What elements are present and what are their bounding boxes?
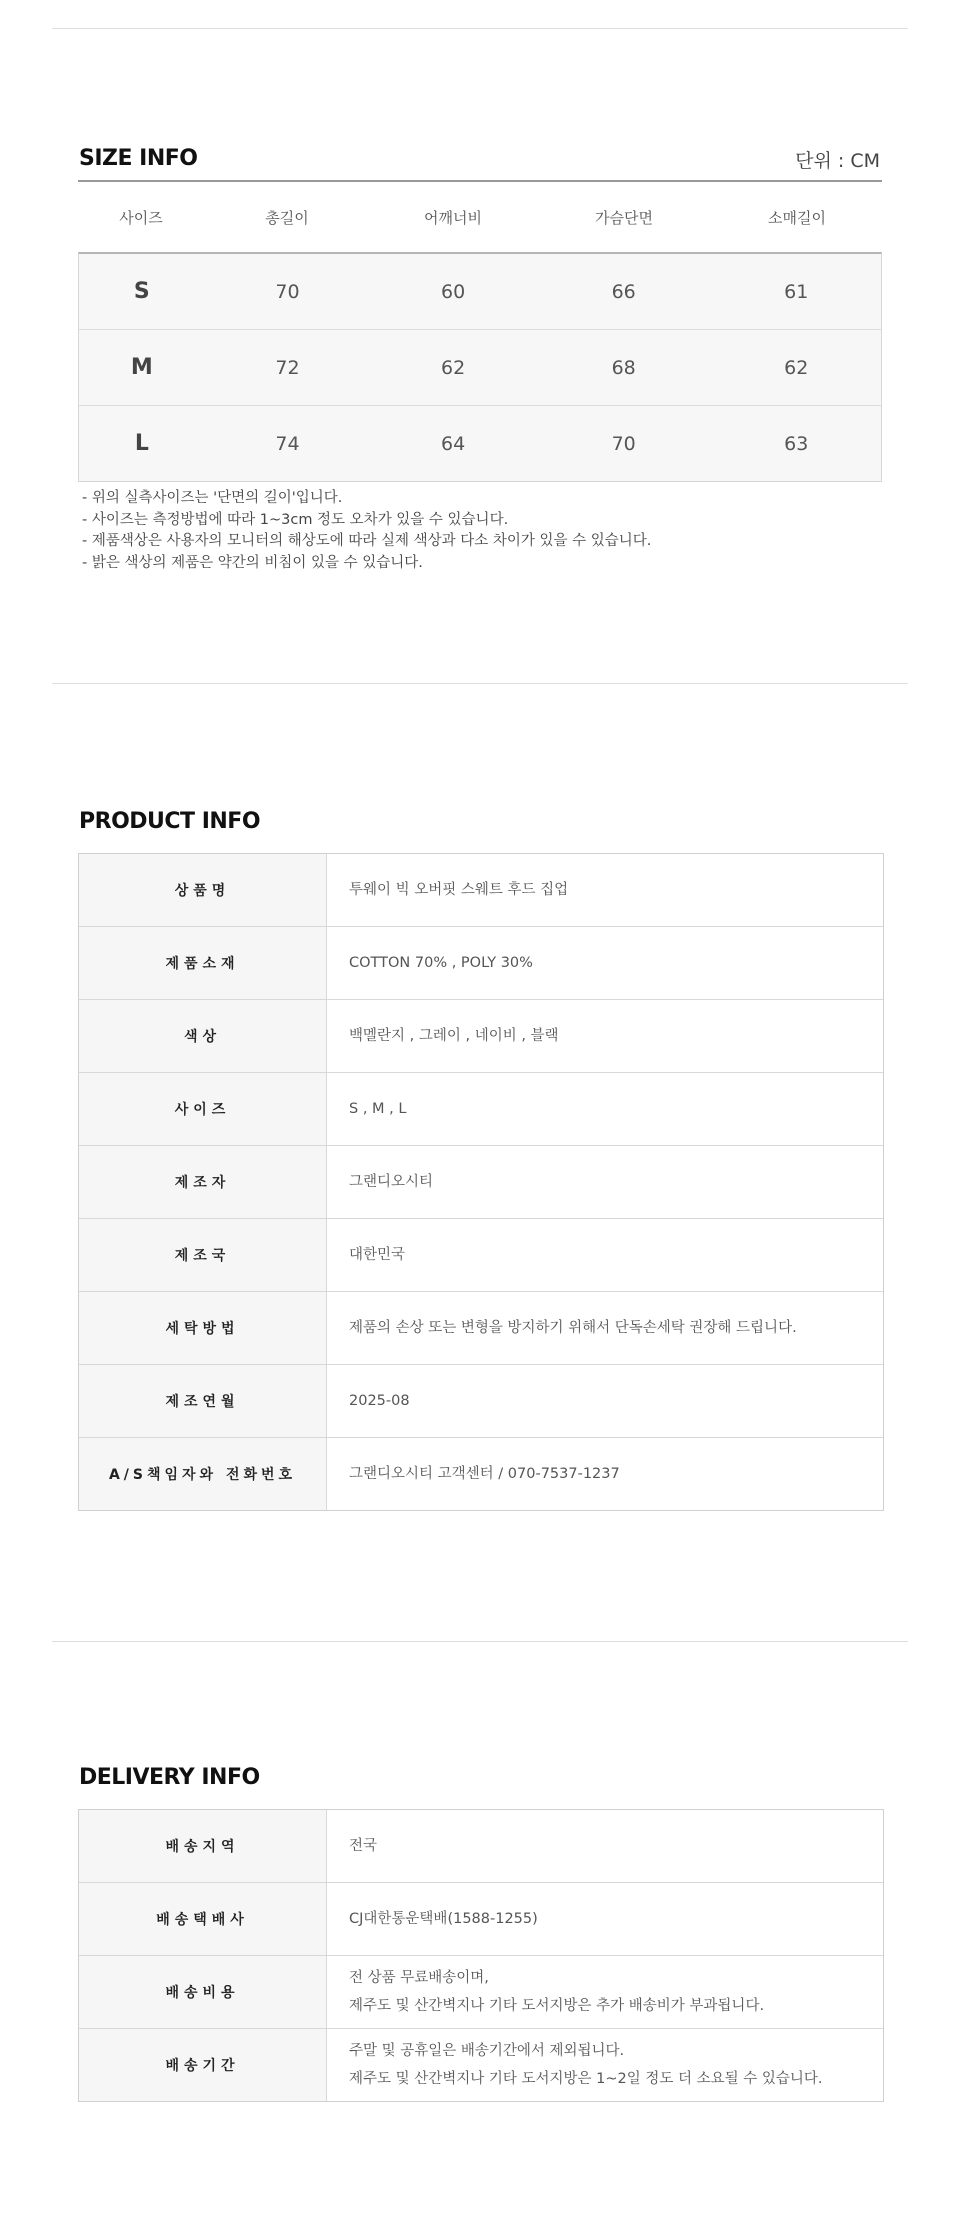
size-header-cell: 가슴단면 (595, 208, 653, 227)
info-value: 제품의 손상 또는 변형을 방지하기 위해서 단독손세탁 권장해 드립니다. (349, 1320, 797, 1336)
info-label: 배송지역 (79, 1810, 327, 1882)
size-cell: 72 (275, 356, 300, 379)
info-value (327, 1810, 883, 1882)
info-label: 제조국 (79, 1219, 327, 1291)
info-label: 제조자 (79, 1146, 327, 1218)
section-divider (52, 1641, 908, 1642)
size-note: - 위의 실측사이즈는 '단면의 길이'입니다. (82, 490, 343, 506)
info-label: 배송기간 (79, 2029, 327, 2101)
delivery-info-table (78, 1809, 884, 2102)
size-info-title: SIZE INFO (79, 146, 198, 171)
info-value (327, 1956, 883, 2028)
info-value: COTTON 70% , POLY 30% (349, 955, 533, 971)
table-row (79, 926, 883, 999)
info-label: 세탁방법 (79, 1292, 327, 1364)
table-row (79, 329, 881, 405)
size-table-header (78, 182, 882, 252)
info-value: 그랜디오시티 (349, 1174, 434, 1190)
size-note: - 제품색상은 사용자의 모니터의 해상도에 따라 실제 색상과 다소 차이가 있을 수 있습니다. (82, 533, 652, 549)
delivery-info-title: DELIVERY INFO (79, 1765, 260, 1790)
size-header-cell: 사이즈 (119, 208, 163, 227)
product-info-table (78, 853, 884, 1511)
section-divider (52, 28, 908, 29)
info-value: 2025-08 (349, 1393, 410, 1409)
info-label: 배송비용 (79, 1956, 327, 2028)
info-value-line: 전국 (349, 1838, 378, 1854)
info-label: 색상 (79, 1000, 327, 1072)
size-table-body (78, 252, 882, 482)
info-value-line: 주말 및 공휴일은 배송기간에서 제외됩니다. (349, 2043, 625, 2059)
size-cell: 74 (275, 432, 300, 455)
size-cell: 63 (784, 432, 809, 455)
size-cell: 70 (275, 280, 300, 303)
size-unit-label: 단위 : CM (795, 150, 880, 172)
table-row (79, 254, 881, 329)
size-note: - 밝은 색상의 제품은 약간의 비침이 있을 수 있습니다. (82, 554, 423, 571)
size-cell: M (130, 355, 153, 380)
table-row (79, 1364, 883, 1437)
info-value: 백멜란지 , 그레이 , 네이비 , 블랙 (349, 1028, 559, 1044)
info-value-line: CJ대한통운택배(1588-1255) (349, 1911, 538, 1927)
info-value-line: 전 상품 무료배송이며, (349, 1970, 489, 1986)
table-row (79, 405, 881, 481)
table-row (79, 1810, 883, 1882)
info-value: 대한민국 (349, 1247, 406, 1263)
info-label: 제품소재 (79, 927, 327, 999)
size-cell: 70 (611, 432, 636, 455)
info-label: 배송택배사 (79, 1883, 327, 1955)
size-cell: 64 (440, 432, 466, 455)
size-header-cell: 소매길이 (768, 208, 826, 227)
size-header-cell: 어깨너비 (424, 208, 482, 227)
size-header-cell: 총길이 (265, 208, 309, 227)
info-label: A/S책임자와 전화번호 (79, 1438, 327, 1510)
size-notes (82, 488, 651, 574)
product-info-title: PRODUCT INFO (79, 809, 261, 834)
table-row (79, 1882, 883, 1955)
size-cell: S (133, 279, 150, 304)
size-cell: 68 (611, 356, 636, 379)
info-label: 상품명 (79, 854, 327, 926)
table-row (79, 999, 883, 1072)
size-cell: 61 (784, 280, 809, 303)
size-cell: 62 (440, 356, 466, 379)
info-value-line: 제주도 및 산간벽지나 기타 도서지방은 1~2일 정도 더 소요될 수 있습니다. (349, 2071, 823, 2087)
info-label: 제조연월 (79, 1365, 327, 1437)
info-value: 투웨이 빅 오버핏 스웨트 후드 집업 (349, 882, 569, 898)
size-table (78, 180, 882, 482)
size-cell: 60 (440, 280, 466, 303)
table-row (79, 1218, 883, 1291)
info-value (327, 2029, 883, 2101)
section-divider (52, 683, 908, 684)
info-label: 사이즈 (79, 1073, 327, 1145)
table-row (79, 1145, 883, 1218)
table-row (79, 1437, 883, 1510)
size-cell: 62 (784, 356, 809, 379)
size-cell: L (134, 431, 149, 456)
info-value: 그랜디오시티 고객센터 / 070-7537-1237 (349, 1466, 620, 1482)
table-row (79, 854, 883, 926)
table-row (79, 1072, 883, 1145)
info-value-line: 제주도 및 산간벽지나 기타 도서지방은 추가 배송비가 부과됩니다. (349, 1998, 765, 2014)
table-row (79, 2028, 883, 2101)
size-note: - 사이즈는 측정방법에 따라 1~3cm 정도 오차가 있을 수 있습니다. (82, 511, 509, 528)
info-value (327, 1883, 883, 1955)
size-cell: 66 (611, 280, 636, 303)
info-value: S , M , L (349, 1101, 407, 1117)
table-row (79, 1955, 883, 2028)
table-row (79, 1291, 883, 1364)
